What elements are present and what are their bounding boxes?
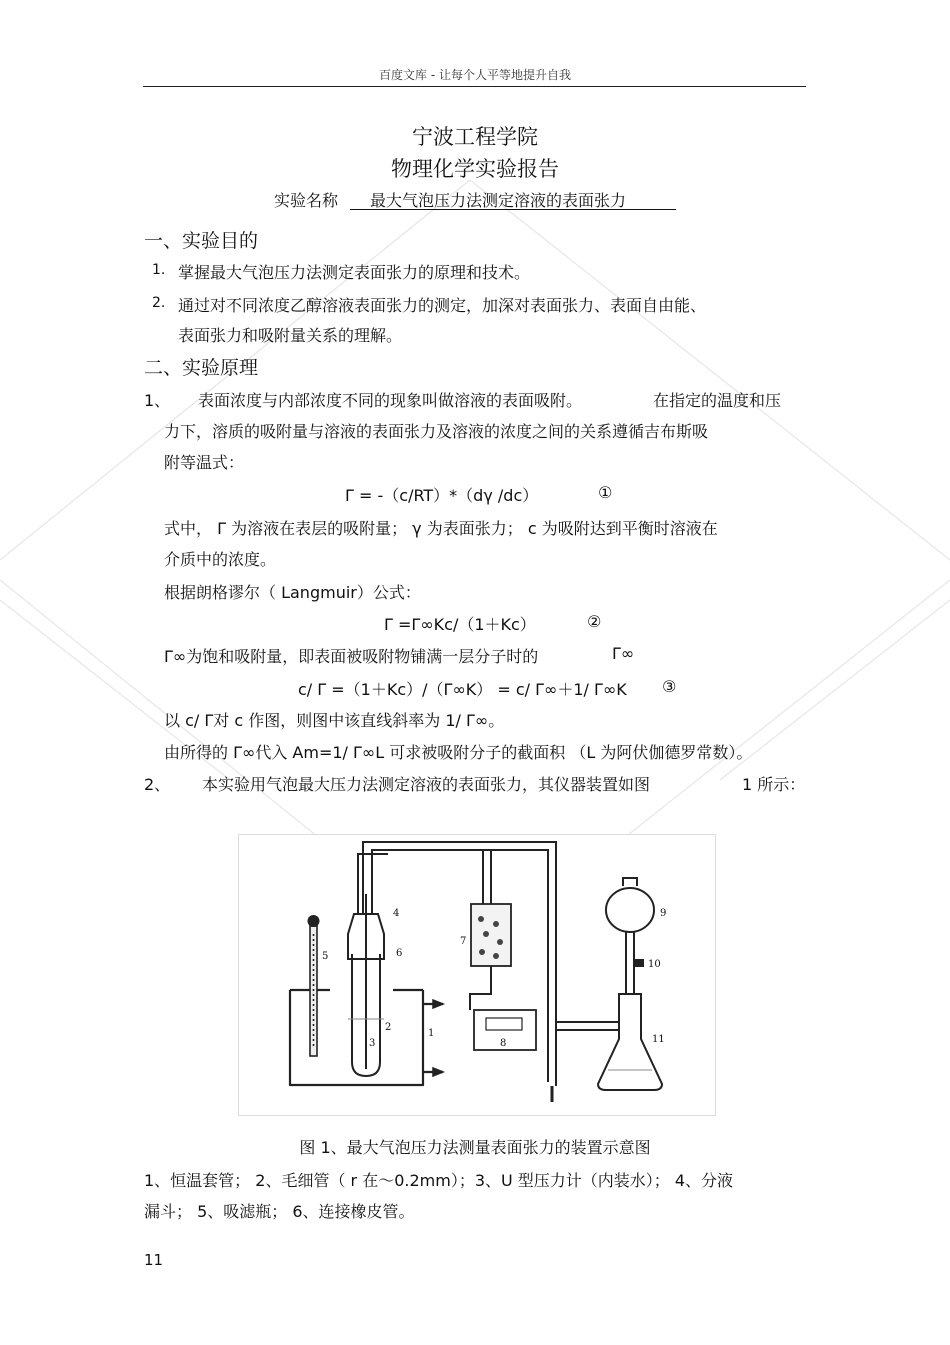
para2-text-b: 1 所示： [742, 775, 806, 794]
apparatus-label-11: 11 [652, 1034, 665, 1045]
school-title: 宁波工程学院 [412, 125, 538, 149]
section1-heading: 一、实验目的 [144, 230, 259, 252]
apparatus-label-2: 2 [385, 1022, 392, 1033]
apparatus-label-4: 4 [393, 908, 400, 919]
apparatus-label-7: 7 [460, 936, 467, 947]
equation-1: Γ = -（c/RT）*（dγ /dc） [345, 486, 539, 505]
figure-caption: 图 1、最大气泡压力法测量表面张力的装置示意图 [299, 1138, 651, 1157]
langmuir-line: 根据朗格谬尔（ Langmuir）公式： [164, 583, 421, 602]
equation-3-mark: ③ [662, 677, 677, 696]
item2-number: 2. [152, 295, 166, 311]
apparatus-figure [238, 834, 716, 1116]
para1-text-a: 表面浓度与内部浓度不同的现象叫做溶液的表面吸附。 [198, 391, 583, 410]
para1-text-c: 力下，溶质的吸附量与溶液的表面张力及溶液的浓度之间的关系遵循吉布斯吸 [164, 422, 709, 441]
para2-number: 2、 [144, 775, 171, 794]
apparatus-label-8: 8 [500, 1038, 507, 1049]
slope-line: 以 c/ Γ对 c 作图，则图中该直线斜率为 1/ Γ∞。 [164, 711, 505, 730]
item1-text: 掌握最大气泡压力法测定表面张力的原理和技术。 [178, 263, 531, 282]
apparatus-label-1: 1 [428, 1028, 435, 1039]
apparatus-label-9: 9 [660, 908, 667, 919]
legend-line-2: 漏斗； 5、吸滤瓶； 6、连接橡皮管。 [144, 1202, 415, 1221]
para1-text-d: 附等温式： [164, 453, 245, 472]
apparatus-label-6: 6 [396, 948, 403, 959]
experiment-name: 最大气泡压力法测定溶液的表面张力 [350, 188, 676, 210]
para1-text-b: 在指定的温度和压 [653, 391, 782, 410]
page-number: 11 [144, 1251, 164, 1269]
para2-text-a: 本实验用气泡最大压力法测定溶液的表面张力，其仪器装置如图 [202, 775, 651, 794]
definition-line-a: 式中， Γ 为溶液在表层的吸附量； γ 为表面张力； c 为吸附达到平衡时溶液在 [164, 519, 718, 538]
item2-text: 通过对不同浓度乙醇溶液表面张力的测定，加深对表面张力、表面自由能、 [178, 296, 707, 315]
equation-2: Γ =Γ∞Kc/（1＋Kc） [384, 615, 536, 634]
equation-3: c/ Γ =（1＋Kc）/（Γ∞K） = c/ Γ∞＋1/ Γ∞K [298, 680, 627, 699]
header-rule [143, 86, 806, 87]
page-header: 百度文库 - 让每个人平等地提升自我 [379, 68, 571, 82]
area-line: 由所得的 Γ∞代入 Am=1/ Γ∞L 可求被吸附分子的截面积 （L 为阿伏伽德罗常数）。 [164, 743, 753, 762]
apparatus-label-5: 5 [322, 951, 329, 962]
saturation-line: Γ∞为饱和吸附量，即表面被吸附物铺满一层分子时的 [164, 647, 539, 666]
definition-line-b: 介质中的浓度。 [164, 550, 277, 569]
apparatus-diagram [238, 834, 716, 1116]
report-title: 物理化学实验报告 [391, 157, 559, 181]
equation-1-mark: ① [598, 483, 613, 502]
section2-heading: 二、实验原理 [144, 357, 259, 379]
saturation-symbol: Γ∞ [612, 644, 635, 663]
para1-number: 1、 [144, 391, 171, 410]
item2-continuation: 表面张力和吸附量关系的理解。 [178, 326, 403, 345]
item1-number: 1. [152, 262, 166, 278]
apparatus-label-3: 3 [369, 1038, 376, 1049]
apparatus-label-10: 10 [648, 959, 661, 970]
legend-line-1: 1、恒温套管； 2、毛细管（ r 在～0.2mm）；3、U 型压力计（内装水）； 4、分液 [144, 1171, 734, 1190]
equation-2-mark: ② [587, 612, 602, 631]
experiment-label: 实验名称 [274, 191, 339, 210]
